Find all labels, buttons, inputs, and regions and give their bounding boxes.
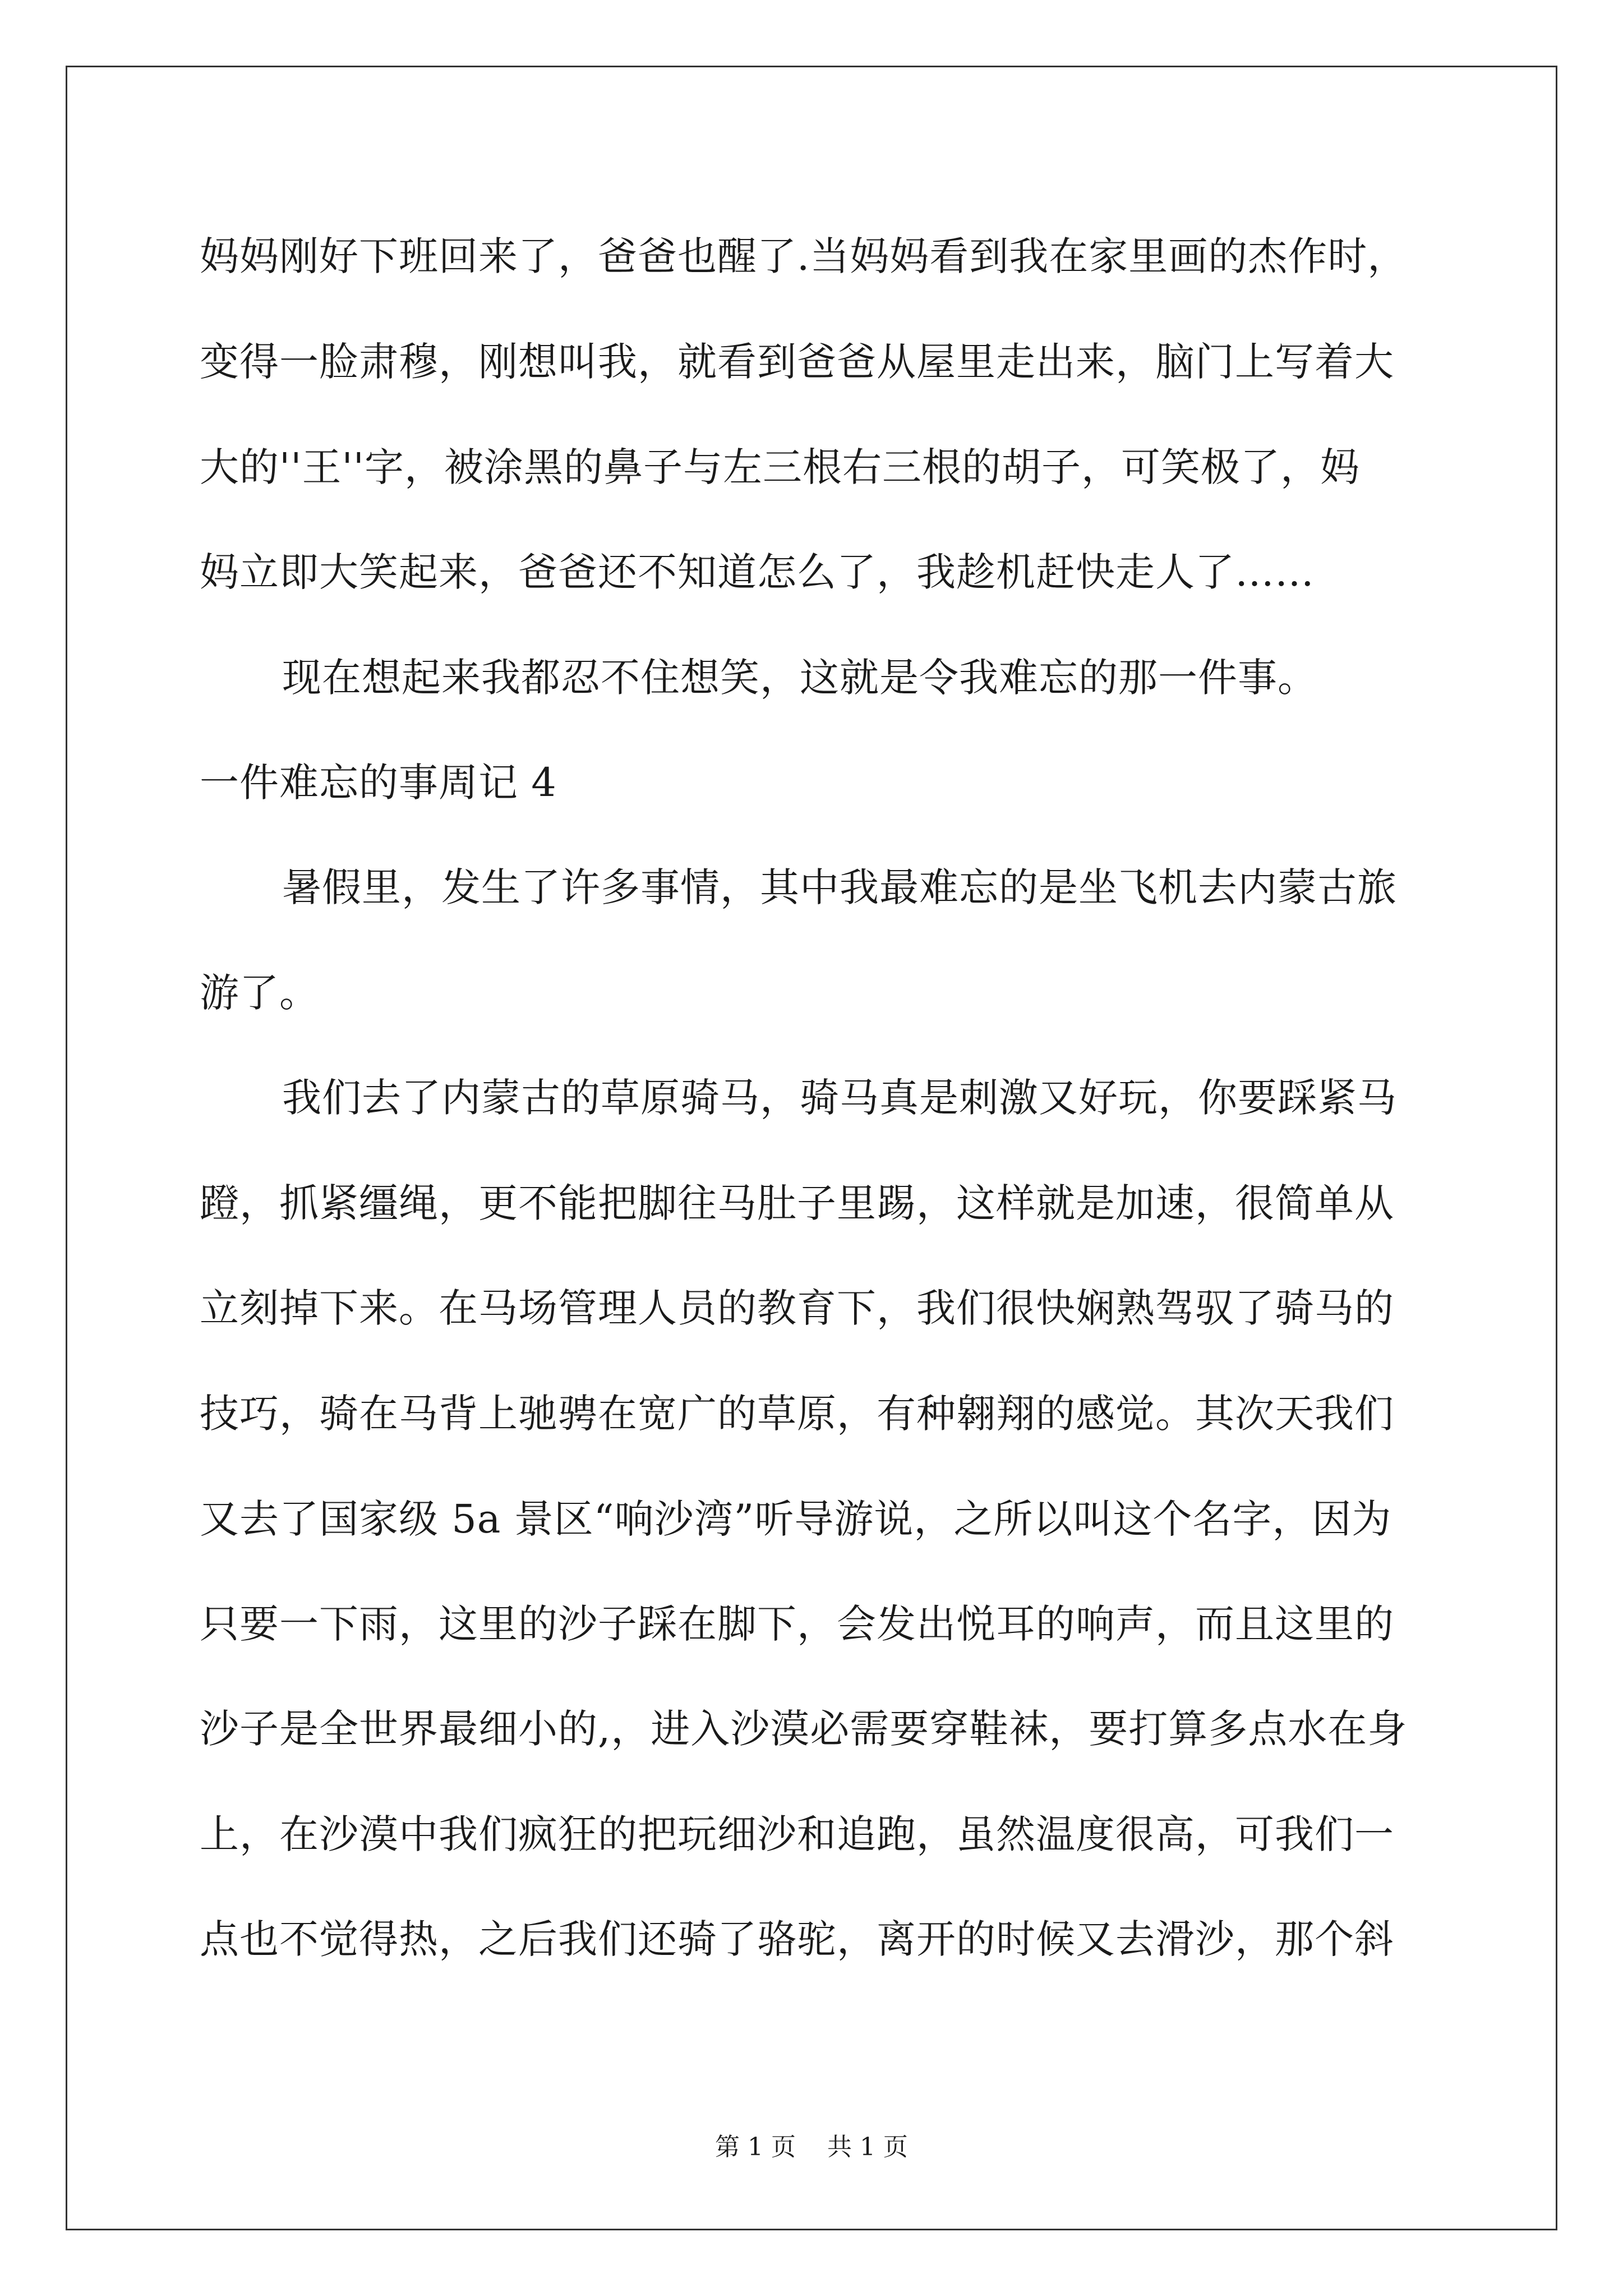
text-line-1: 妈妈刚好下班回来了，爸爸也醒了.当妈妈看到我在家里画的杰作时， xyxy=(200,233,1408,279)
text-line-11: 立刻掉下来。在马场管理人员的教育下，我们很快娴熟驾驭了骑马的 xyxy=(200,1285,1394,1331)
text-line-8: 游了。 xyxy=(200,970,319,1016)
text-line-15: 沙子是全世界最细小的,，进入沙漠必需要穿鞋袜，要打算多点水在身 xyxy=(200,1706,1408,1752)
text-line-13: 又去了国家级 5a 景区“响沙湾”听导游说，之所以叫这个名字，因为 xyxy=(200,1496,1392,1542)
paragraph-line-5: 现在想起来我都忍不住想笑，这就是令我难忘的那一件事。 xyxy=(282,655,1317,701)
text-line-17: 点也不觉得热，之后我们还骑了骆驼，离开的时候又去滑沙，那个斜 xyxy=(200,1916,1394,1962)
paragraph-line-7: 暑假里，发生了许多事情，其中我最难忘的是坐飞机去内蒙古旅 xyxy=(282,864,1397,910)
text-line-2: 变得一脸肃穆，刚想叫我，就看到爸爸从屋里走出来，脑门上写着大 xyxy=(200,339,1394,385)
page-footer xyxy=(0,2131,1623,2164)
paragraph-line-9: 我们去了内蒙古的草原骑马，骑马真是刺激又好玩，你要踩紧马 xyxy=(282,1075,1397,1121)
page-border xyxy=(66,66,1557,2230)
text-line-16: 上，在沙漠中我们疯狂的把玩细沙和追跑，虽然温度很高，可我们一 xyxy=(200,1811,1394,1857)
text-line-3: 大的''王''字，被涂黑的鼻子与左三根右三根的胡子，可笑极了，妈 xyxy=(200,444,1360,490)
text-line-4: 妈立即大笑起来，爸爸还不知道怎么了，我趁机赶快走人了…… xyxy=(200,549,1315,595)
page-number: 第 1 页 xyxy=(715,2133,796,2161)
text-line-14: 只要一下雨，这里的沙子踩在脚下，会发出悦耳的响声，而且这里的 xyxy=(200,1601,1394,1647)
page-total: 共 1 页 xyxy=(827,2133,908,2161)
text-line-12: 技巧，骑在马背上驰骋在宽广的草原，有种翱翔的感觉。其次天我们 xyxy=(200,1391,1394,1437)
section-heading: 一件难忘的事周记 4 xyxy=(200,760,557,806)
text-line-10: 蹬，抓紧缰绳，更不能把脚往马肚子里踢，这样就是加速，很简单从 xyxy=(200,1180,1394,1226)
